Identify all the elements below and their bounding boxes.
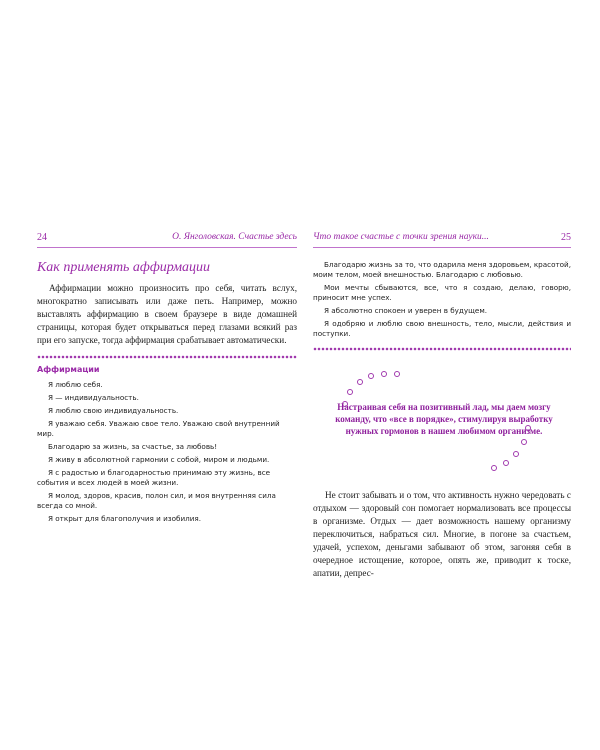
decorative-dot	[521, 439, 527, 445]
left-page-header	[37, 228, 297, 248]
body-text	[313, 489, 571, 580]
affirmations-list	[37, 380, 297, 524]
decorative-dot	[491, 465, 497, 471]
list-item: Я открыт для благополучия и изобилия.	[48, 514, 201, 523]
dotted-divider	[37, 355, 297, 359]
list-item: Я люблю себя.	[48, 380, 103, 389]
decorative-dot	[503, 460, 509, 466]
intro-paragraph: Аффирмации можно произносить про себя, читать вслух, многократно записывать или даже петь. Например, можно выставлять аффирмацию в своем браузере в виде домашней страницы, которая будет открываться перед глазами всякий раз при его запуске, тогда аффирмация срабатывает автоматически.	[37, 283, 297, 345]
quote-text: Настраивая себя на позитивный лад, мы даем мозгу команду, что «все в порядке», стимулируя выработку нужных гормонов в нашем любимом организме.	[335, 402, 553, 436]
list-item: Я молод, здоров, красив, полон сил, и моя внутренняя сила всегда со мной.	[37, 491, 276, 510]
affirmations-continued	[313, 260, 571, 339]
list-item: Я люблю свою индивидуальность.	[48, 406, 179, 415]
list-item: Я уважаю себя. Уважаю свое тело. Уважаю свой внутренний мир.	[37, 419, 280, 438]
decorative-dot	[513, 451, 519, 457]
running-head: Что такое счастье с точки зрения науки...	[313, 232, 489, 242]
list-item: Я с радостью и благодарностью принимаю эту жизнь, все события и всех людей в моей жизни.	[37, 468, 271, 487]
list-item: Я абсолютно спокоен и уверен в будущем.	[324, 306, 488, 315]
section-heading: Как применять аффирмации	[37, 260, 211, 275]
list-item: Я — индивидуальность.	[48, 393, 139, 402]
decorative-dot	[394, 371, 400, 377]
list-item: Мои мечты сбываются, все, что я создаю, делаю, говорю, приносит мне успех.	[313, 283, 571, 302]
pull-quote	[313, 359, 571, 479]
right-page	[313, 228, 571, 580]
body-paragraph: Не стоит забывать и о том, что активность нужно чередовать с отдыхом — здоровый сон помогает нормализовать все процессы в организме. Отдых — дает возможность нашему организму переключиться, набраться сил. Многие, в погоне за счастьем, удачей, успехом, деньгами забывают об этом, загоняя себя в очередное истощение, которое, опять же, приводит к тоске, апатии, депрес-	[313, 490, 571, 578]
header-rule	[313, 247, 571, 248]
right-page-header	[313, 228, 571, 248]
list-item: Я одобряю и люблю свою внешность, тело, мысли, действия и поступки.	[313, 319, 571, 338]
list-item: Благодарю за жизнь, за счастье, за любовь!	[48, 442, 218, 451]
header-rule	[37, 247, 297, 248]
decorative-dot	[368, 373, 374, 379]
dotted-divider	[313, 347, 571, 351]
decorative-dot	[357, 379, 363, 385]
left-page	[37, 228, 297, 527]
decorative-dot	[381, 371, 387, 377]
decorative-dot	[347, 389, 353, 395]
list-item: Благодарю жизнь за то, что одарила меня здоровьем, красотой, моим телом, моей внешностью. Благодарю с любовью.	[313, 260, 572, 279]
page-number: 25	[561, 232, 571, 243]
affirmations-title: Аффирмации	[37, 365, 100, 374]
list-item: Я живу в абсолютной гармонии с собой, миром и людьми.	[48, 455, 270, 464]
page-number: 24	[37, 232, 47, 243]
running-head: О. Янголовская. Счастье здесь	[172, 232, 297, 242]
intro-text	[37, 282, 297, 347]
